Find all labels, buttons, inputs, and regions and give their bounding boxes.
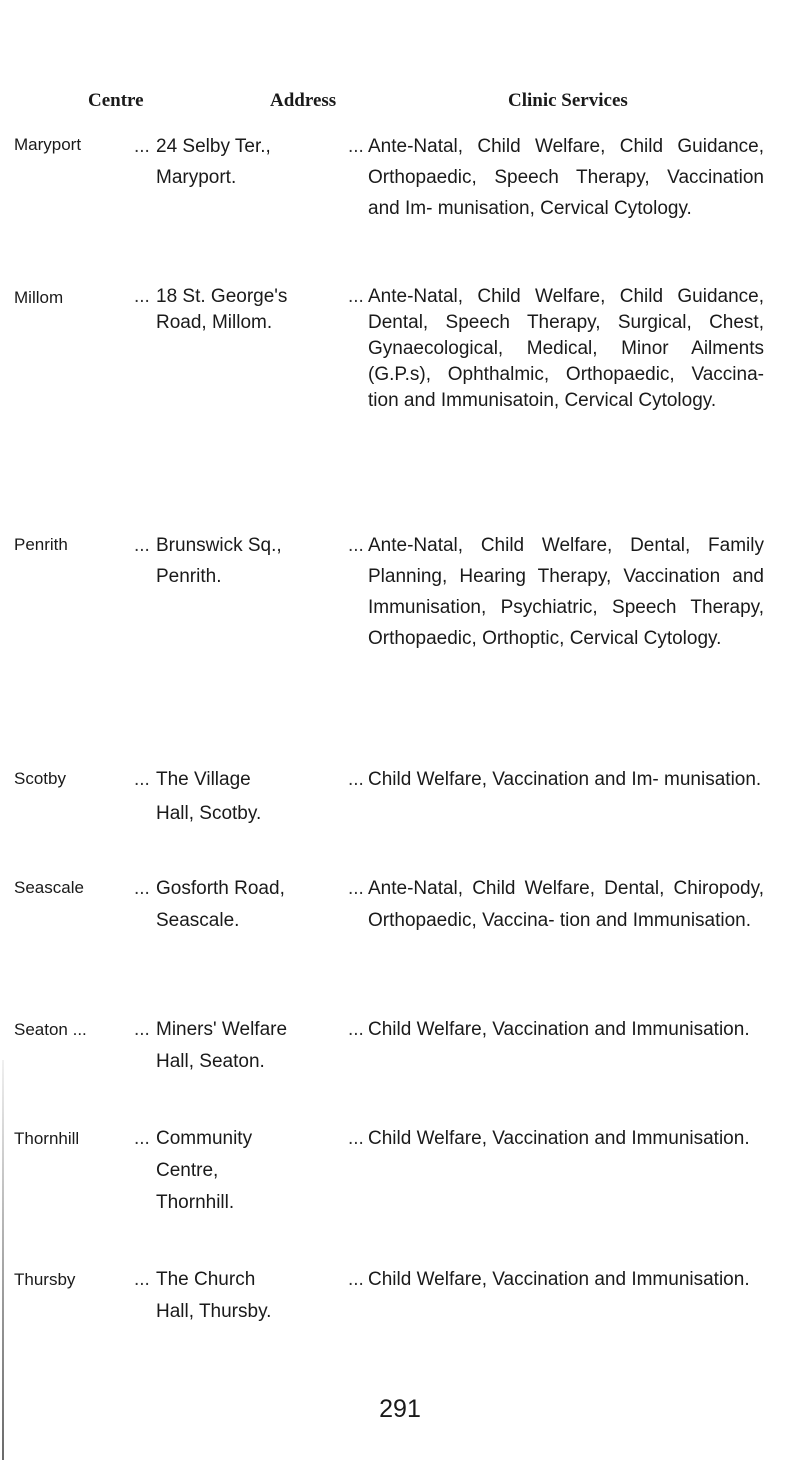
leader-dots: ... — [348, 878, 364, 899]
scan-edge-shadow — [2, 1060, 4, 1460]
header-centre: Centre — [88, 90, 144, 111]
centre-address — [134, 763, 362, 831]
address-line: Centre, — [156, 1160, 219, 1181]
address-line: Gosforth Road, — [156, 878, 285, 899]
clinic-services: Ante-Natal, Child Welfare, Dental, Chiropody, Orthopaedic, Vaccina- tion and Immunisation. — [368, 878, 764, 931]
leader-dots: ... — [134, 1019, 150, 1040]
address-line: Road, Millom. — [156, 312, 273, 333]
address-line: Community — [156, 1128, 253, 1149]
leader-dots: ... — [134, 535, 150, 556]
page-number: 291 — [379, 1395, 421, 1423]
centre-address — [134, 530, 362, 592]
address-line: Miners' Welfare — [156, 1019, 288, 1040]
address-line: Maryport. — [156, 167, 237, 188]
clinic-services: Child Welfare, Vaccination and Immunisation. — [368, 1269, 750, 1290]
centre-name: Thursby — [14, 1270, 76, 1289]
centre-name: Scotby — [14, 769, 66, 788]
leader-dots: ... — [134, 878, 150, 899]
address-line: Penrith. — [156, 566, 222, 587]
leader-dots: ... — [134, 769, 150, 790]
header-clinic-services: Clinic Services — [508, 90, 628, 111]
address-line: Thornhill. — [156, 1192, 235, 1213]
centre-address — [134, 284, 362, 336]
leader-dots: ... — [348, 1128, 364, 1149]
centre-name: Maryport — [14, 135, 82, 154]
leader-dots: ... — [348, 286, 364, 307]
clinic-services: Ante-Natal, Child Welfare, Child Guidance, Dental, Speech Therapy, Surgical, Chest, Gynaecological, Medical, Minor Ailments (G.P.s), Ophthalmic, Orthopaedic, Vaccina- tion and Immunisatoin, Cervical Cytology. — [368, 286, 764, 411]
clinic-services: Ante-Natal, Child Welfare, Dental, Family Planning, Hearing Therapy, Vaccination and Immunisation, Psychiatric, Speech Therapy, Orthopaedic, Orthoptic, Cervical Cytology. — [368, 535, 764, 649]
clinic-services: Child Welfare, Vaccination and Immunisation. — [368, 1128, 750, 1149]
leader-dots: ... — [348, 1269, 364, 1290]
address-line: Brunswick Sq., — [156, 535, 282, 556]
leader-dots: ... — [134, 1269, 150, 1290]
leader-dots: ... — [348, 769, 364, 790]
leader-dots: ... — [348, 136, 364, 157]
address-line: Hall, Seaton. — [156, 1051, 265, 1072]
clinic-services: Child Welfare, Vaccination and Im- munisation. — [368, 769, 762, 790]
clinic-services: Ante-Natal, Child Welfare, Child Guidance, Orthopaedic, Speech Therapy, Vaccination and Im- munisation, Cervical Cytology. — [368, 136, 764, 219]
centre-address — [134, 1014, 362, 1078]
centre-address — [134, 1123, 362, 1219]
centre-name: Seaton ... — [14, 1020, 87, 1039]
leader-dots: ... — [134, 1128, 150, 1149]
leader-dots: ... — [348, 1019, 364, 1040]
address-line: The Church — [156, 1269, 256, 1290]
centre-address — [134, 873, 362, 937]
leader-dots: ... — [134, 136, 150, 157]
centre-name: Penrith — [14, 535, 68, 554]
address-line: 24 Selby Ter., — [156, 136, 271, 157]
leader-dots: ... — [348, 535, 364, 556]
header-address: Address — [270, 90, 337, 111]
address-line: Hall, Scotby. — [156, 803, 262, 824]
centre-address — [134, 131, 362, 193]
address-line: Seascale. — [156, 910, 240, 931]
address-line: The Village — [156, 769, 251, 790]
leader-dots: ... — [134, 286, 150, 307]
centre-name: Thornhill — [14, 1129, 80, 1148]
centre-name: Millom — [14, 288, 64, 307]
clinic-services: Child Welfare, Vaccination and Immunisation. — [368, 1019, 750, 1040]
address-line: Hall, Thursby. — [156, 1301, 272, 1322]
centre-name: Seascale — [14, 878, 84, 897]
centre-address — [134, 1264, 362, 1328]
address-line: 18 St. George's — [156, 286, 288, 307]
